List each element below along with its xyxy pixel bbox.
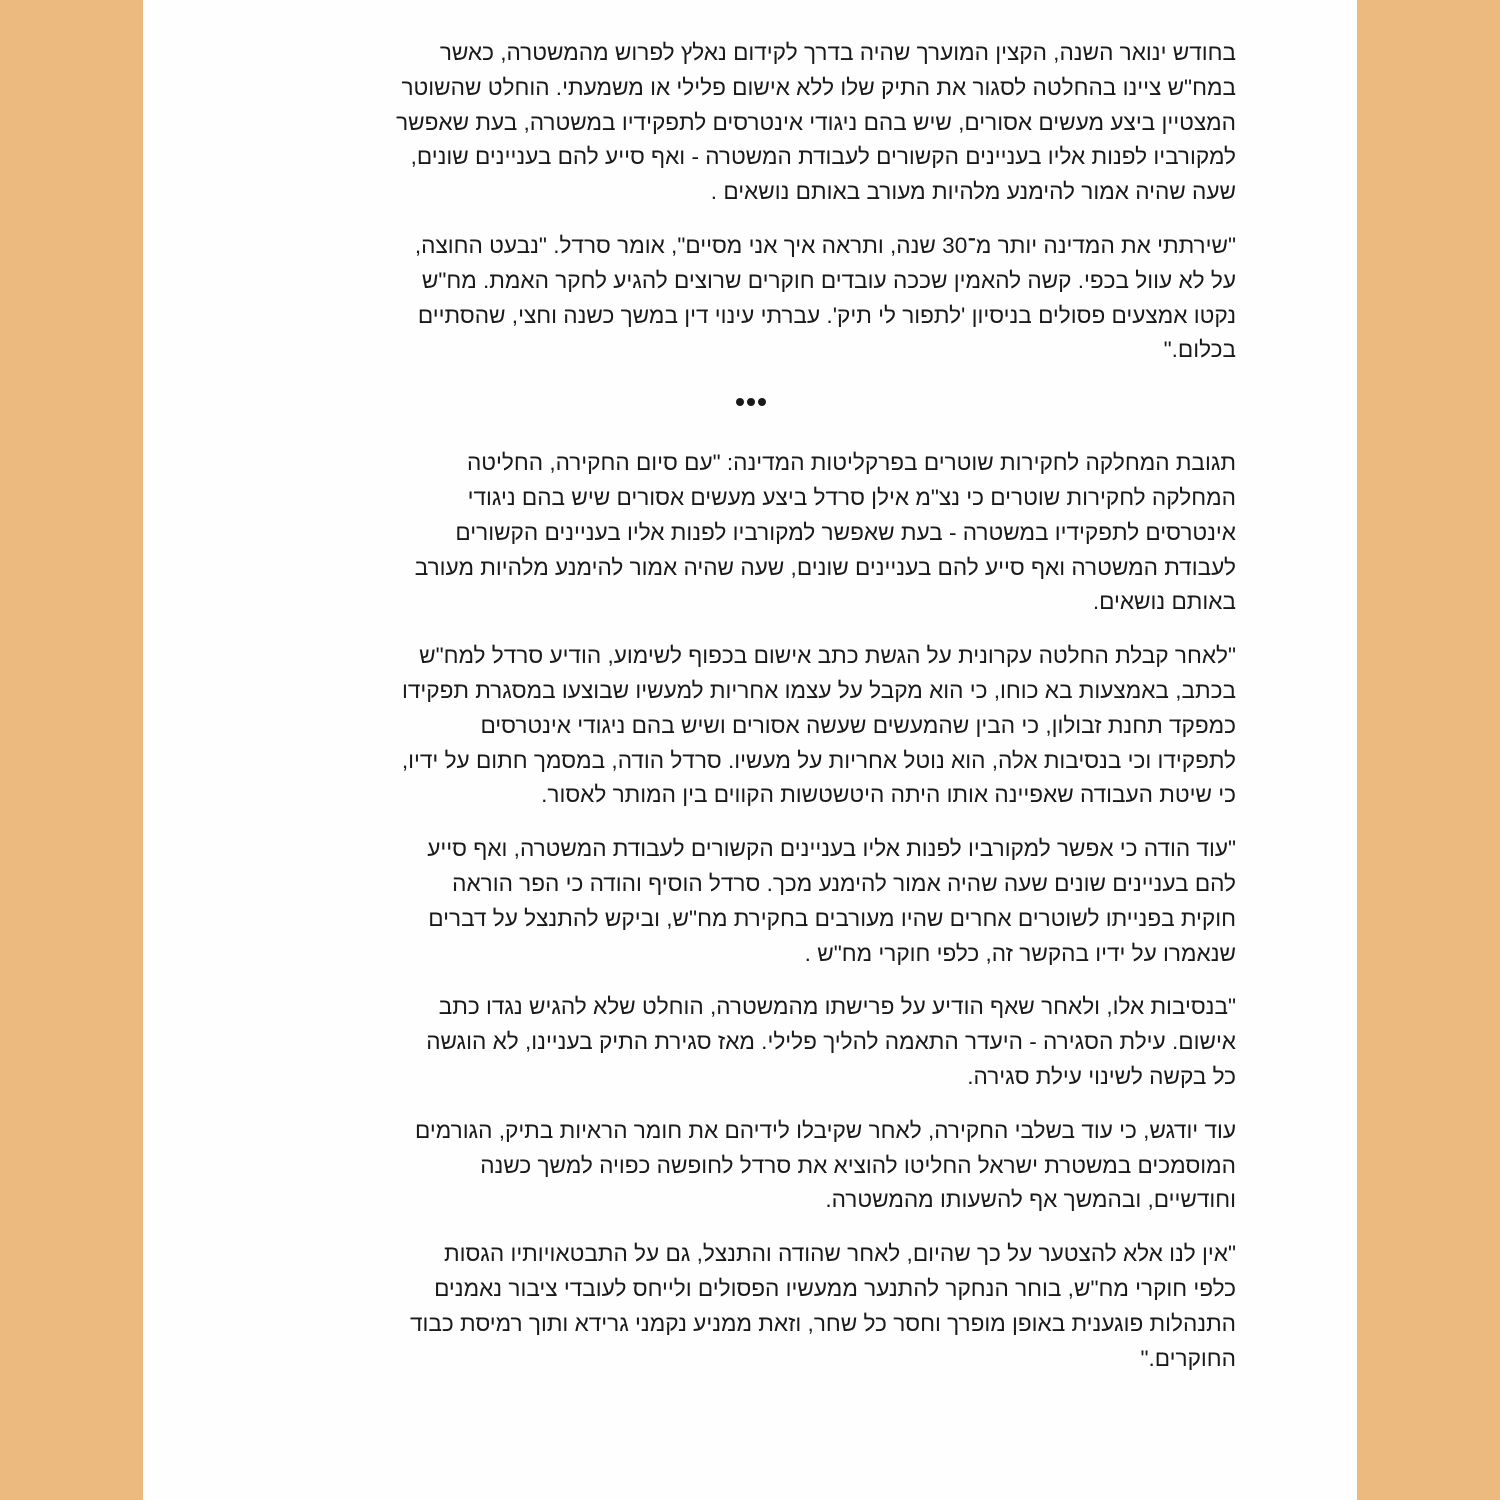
paragraph-4 bbox=[266, 639, 1236, 813]
text-line: התנהלות פוגענית באופן מופרך וחסר כל שחר, וזאת ממניע נקמני גרידא ותוך רמיסת כבוד bbox=[410, 1310, 1236, 1336]
section-separator bbox=[266, 387, 1236, 415]
text-line: וחודשיים, ובהמשך אף להשעותו מהמשטרה. bbox=[825, 1187, 1236, 1213]
text-line: אישום. עילת הסגירה - היעדר התאמה להליך פלילי. מאז סגירת התיק בעניינו, לא הוגשה bbox=[426, 1029, 1236, 1055]
article-body bbox=[266, 36, 1236, 1395]
text-line: בכלום." bbox=[1163, 337, 1236, 363]
text-line: בחודש ינואר השנה, הקצין המוערך שהיה בדרך לקידום נאלץ לפרוש מהמשטרה, כאשר bbox=[439, 40, 1236, 65]
text-line: "בנסיבות אלו, ולאחר שאף הודיע על פרישתו מהמשטרה, הוחלט שלא להגיש נגדו כתב bbox=[438, 994, 1236, 1020]
text-line: שנאמרו על ידיו בהקשר זה, כלפי חוקרי מח"ש . bbox=[804, 940, 1236, 966]
text-line: בכתב, באמצעות בא כוחו, כי הוא מקבל על עצמו אחריות למעשיו שבוצעו במסגרת תפקידו bbox=[401, 677, 1236, 703]
text-line: "עוד הודה כי אפשר למקורביו לפנות אליו בעניינים הקשורים לעבודת המשטרה, ואף סייע bbox=[427, 836, 1236, 862]
text-line: כמפקד תחנת זבולון, כי הבין שהמעשים שעשה אסורים ושיש בהם ניגודי אינטרסים bbox=[480, 712, 1236, 738]
paragraph-7 bbox=[266, 1114, 1236, 1218]
text-line: חוקית בפנייתו לשוטרים אחרים שהיו מעורבים בחקירת מח"ש, וביקש להתנצל על דברים bbox=[428, 905, 1236, 931]
text-line: החוקרים." bbox=[1140, 1345, 1236, 1371]
text-line: נקטו אמצעים פסולים בניסיון 'לתפור לי תיק'. עברתי עינוי דין במשך כשנה וחצי, שהסתיים bbox=[417, 302, 1236, 328]
text-line: במח"ש ציינו בהחלטה לסגור את התיק שלו ללא אישום פלילי או משמעתי. הוחלט שהשוטר bbox=[401, 74, 1236, 100]
text-line: המצטיין ביצע מעשים אסורים, שיש בהם ניגודי אינטרסים לתפקידיו במשטרה, בעת שאפשר bbox=[396, 109, 1236, 135]
text-line: כי שיטת העבודה שאפיינה אותו היתה היטשטשות הקווים בין המותר לאסור. bbox=[541, 782, 1236, 808]
separator-dot bbox=[758, 398, 766, 406]
text-line: שעה שהיה אמור להימנע מלהיות מעורב באותם נושאים . bbox=[710, 179, 1236, 205]
text-line: "שירתתי את המדינה יותר מ־30 שנה, ותראה איך אני מסיים", אומר סרדל. "נבעט החוצה, bbox=[414, 232, 1236, 258]
text-line: עוד יודגש, כי עוד בשלבי החקירה, לאחר שקיבלו לידיהם את חומר הראיות בתיק, הגורמים bbox=[415, 1117, 1236, 1143]
text-line: המוסמכים במשטרת ישראל החליטו להוציא את סרדל לחופשה כפויה למשך כשנה bbox=[480, 1152, 1236, 1178]
text-line: לעבודת המשטרה ואף סייע להם בעניינים שונים, שעה שהיה אמור להימנע מלהיות מעורב bbox=[414, 554, 1236, 580]
document-page bbox=[143, 0, 1357, 1500]
text-line: למקורביו לפנות אליו בעניינים הקשורים לעבודת המשטרה - ואף סייע להם בעניינים שונים, bbox=[410, 144, 1236, 170]
text-line: המחלקה לחקירות שוטרים כי נצ"מ אילן סרדל ביצע מעשים אסורים שיש בהם ניגודי bbox=[467, 484, 1236, 510]
text-line: "אין לנו אלא להצטער על כך שהיום, לאחר שהודה והתנצל, גם על התבטאויותיו הגסות bbox=[444, 1241, 1236, 1267]
text-line: אינטרסים לתפקידיו במשטרה - בעת שאפשר למקורביו לפנות אליו בעניינים הקשורים bbox=[455, 519, 1236, 545]
text-line: כלפי חוקרי מח"ש, בוחר הנחקר להתנער ממעשיו הפסולים ולייחס לעובדי ציבור נאמנים bbox=[434, 1275, 1236, 1301]
paragraph-1 bbox=[266, 36, 1236, 210]
text-line: באותם נושאים. bbox=[1092, 589, 1236, 615]
paragraph-6 bbox=[266, 990, 1236, 1094]
text-line: על לא עוול בכפי. קשה להאמין שככה עובדים חוקרים שרוצים להגיע לחקר האמת. מח"ש bbox=[421, 267, 1236, 293]
text-line: כל בקשה לשינוי עילת סגירה. bbox=[967, 1063, 1236, 1089]
text-line: להם בעניינים שונים שעה שהיה אמור להימנע מכך. סרדל הוסיף והודה כי הפר הוראה bbox=[452, 870, 1236, 896]
paragraph-8 bbox=[266, 1237, 1236, 1376]
paragraph-2-quote bbox=[266, 229, 1236, 368]
text-line: לתפקידו וכי בנסיבות אלה, הוא נוטל אחריות על מעשיו. סרדל הודה, במסמך חתום על ידיו, bbox=[401, 747, 1236, 773]
separator-dot bbox=[747, 398, 755, 406]
paragraph-5 bbox=[266, 832, 1236, 971]
separator-dot bbox=[736, 398, 744, 406]
text-line: תגובת המחלקה לחקירות שוטרים בפרקליטות המדינה: "עם סיום החקירה, החליטה bbox=[466, 450, 1236, 476]
paragraph-3-response bbox=[266, 446, 1236, 620]
text-line: "לאחר קבלת החלטה עקרונית על הגשת כתב אישום בכפוף לשימוע, הודיע סרדל למח"ש bbox=[419, 643, 1236, 669]
